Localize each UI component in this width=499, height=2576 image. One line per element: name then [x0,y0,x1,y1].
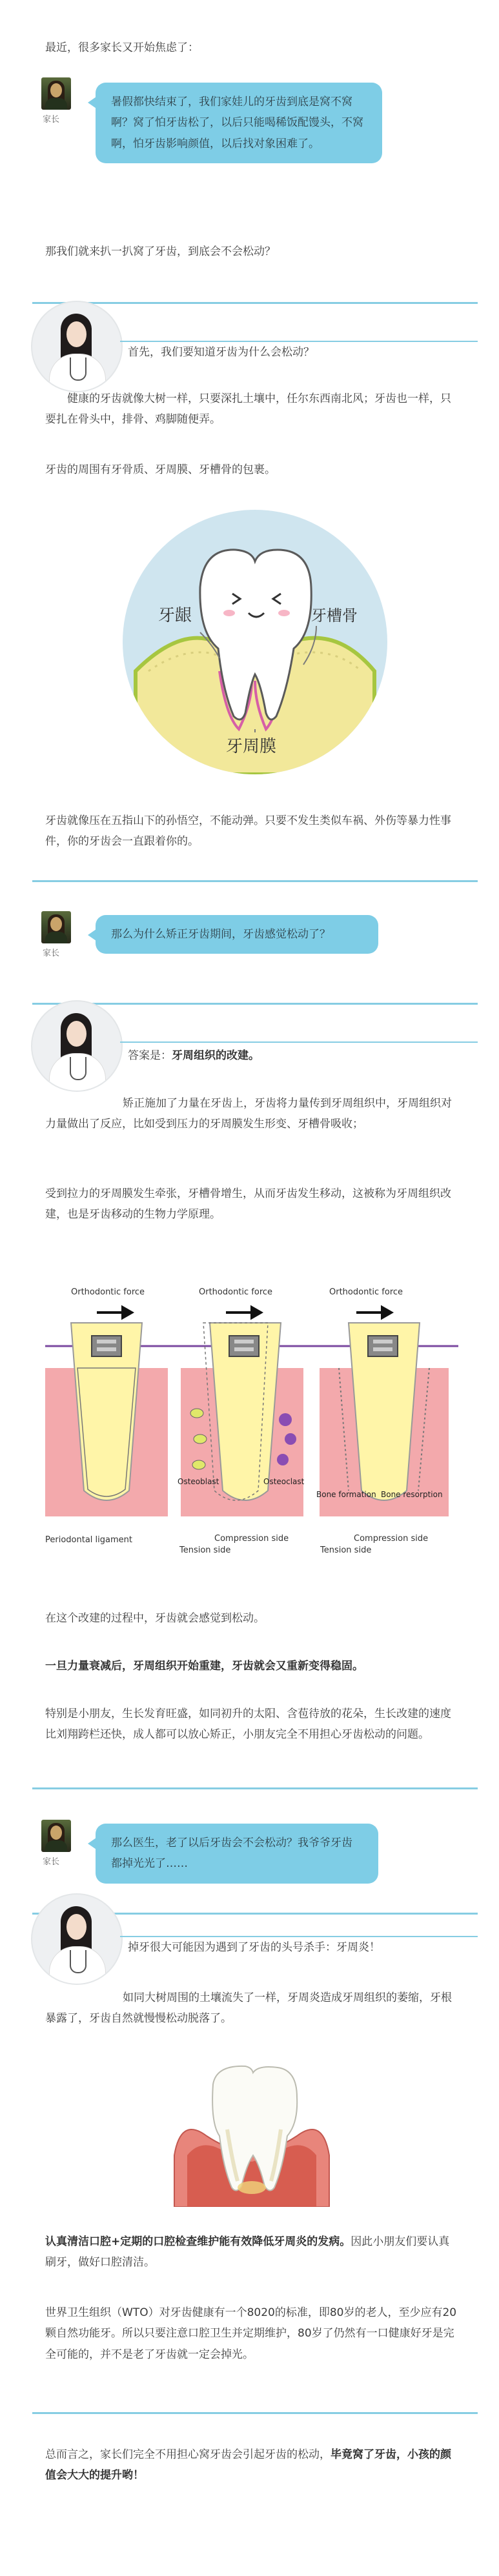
answer1-paragraph2: 牙齿的周围有牙骨质、牙周膜、牙槽骨的包裹。 [45,463,276,476]
conclusion-prefix: 总而言之，家长们完全不用担心窝牙齿会引起牙齿的松动， [45,2448,331,2461]
answer2-paragraph1-text: 矫正施加了力量在牙齿上，牙齿将力量传到牙周组织中，牙周组织对力量做出了反应，比如受到压力的牙周膜发生形变、牙槽骨吸收； [45,1097,452,1131]
answer3-paragraph2-rest: 因此小朋友们要认真刷牙，做好口腔清洁。 [45,2235,450,2269]
label-compression-side-1: Compression side [214,1534,289,1544]
label-periodontal-ligament: Periodontal ligament [45,1535,132,1545]
label-osteoclast: Osteoclast [263,1477,305,1486]
intro-line1: 最近，很多家长又开始焦虑了： [45,41,199,54]
answer3-paragraph1 [45,1987,458,2029]
answer2-paragraph3: 在这个改建的过程中，牙齿就会感觉到松动。 [45,1612,265,1625]
answer3-paragraph1-text: 如同大树周围的土壤流失了一样，牙周炎造成牙周组织的萎缩，牙根暴露了，牙齿自然就慢慢松动脱落了。 [45,1991,452,2026]
force-label-1: Orthodontic force [71,1287,145,1297]
section-divider [32,1003,478,1005]
parent-avatar [41,911,71,943]
label-compression-side-2: Compression side [354,1534,429,1544]
force-label-2: Orthodontic force [199,1287,273,1297]
question-bubble-1: 暑假都快结束了，我们家娃儿的牙齿到底是窝不窝啊？窝了怕牙齿松了，以后只能喝稀饭配馒头，不窝啊，怕牙齿影响颜值，以后找对象困难了。 [96,83,382,163]
parent-role-label: 家长 [43,115,60,125]
answer2-lead-bold: 牙周组织的改建。 [172,1049,260,1062]
section-divider [32,2412,478,2414]
label-tension-side-1: Tension side [179,1545,231,1555]
answer2-paragraph1 [45,1093,458,1135]
tooth-structure-illustration [123,510,387,774]
label-gum: 牙龈 [158,606,192,625]
answer2-paragraph2: 受到拉力的牙周膜发生牵张，牙槽骨增生，从而牙齿发生移动，这被称为牙周组织改建，也是牙齿移动的生物力学原理。 [45,1187,451,1222]
intro-line2: 那我们就来扒一扒窝了牙齿，到底会不会松动？ [45,245,276,258]
conclusion-paragraph [45,2444,458,2486]
answer1-paragraph1-text: 健康的牙齿就像大树一样，只要深扎土壤中，任尔东西南北风；牙齿也一样，只要扎在骨头中，排骨、鸡脚随便弄。 [45,392,451,427]
label-bone-formation: Bone formation [316,1490,376,1499]
label-alveolar-bone: 牙槽骨 [311,607,358,625]
section-divider [32,880,478,882]
answer1-lead: 首先，我们要知道牙齿为什么会松动？ [128,346,314,359]
answer2-lead [128,1045,463,1066]
answer3-paragraph3: 世界卫生组织（WTO）对牙齿健康有一个8020的标准，即80岁的老人，至少应有20颗自然功能牙。所以只要注意口腔卫生并定期维护，80岁了仍然有一口健康好牙是完全可能的，并不是老了牙齿就一定会掉光。 [45,2306,457,2361]
parent-role-label: 家长 [43,949,60,958]
force-label-3: Orthodontic force [329,1287,403,1297]
answer2-lead-prefix: 答案是： [128,1049,172,1062]
section-divider [32,1787,478,1789]
tooth-structure-figure [123,510,387,774]
label-bone-resorption: Bone resorption [381,1490,443,1499]
parent-role-label: 家长 [43,1857,60,1867]
question-bubble-2: 那么为什么矫正牙齿期间，牙齿感觉松动了？ [96,915,378,954]
answer3-lead: 掉牙很大可能因为遇到了牙齿的头号杀手：牙周炎！ [128,1941,380,1954]
label-osteoblast: Osteoblast [178,1477,219,1486]
label-tension-side-2: Tension side [320,1545,372,1555]
parent-avatar [41,77,71,110]
doctor-divider [120,1041,478,1043]
question-bubble-3: 那么医生，老了以后牙齿会不会松动？我爷爷牙齿都掉光光了…… [96,1824,378,1884]
answer2-paragraph4: 一旦力量衰减后，牙周组织开始重建，牙齿就会又重新变得稳固。 [45,1660,363,1673]
answer1-paragraph3: 牙齿就像压在五指山下的孙悟空，不能动弹。只要不发生类似车祸、外伤等暴力性事件，你的牙齿会一直跟着你的。 [45,814,451,849]
doctor-avatar [31,1893,123,1985]
periodontitis-figure [168,2058,336,2207]
section-divider [32,302,478,304]
parent-avatar [41,1820,71,1852]
orthodontic-diagram [45,1284,458,1575]
orthodontic-diagram-svg [45,1284,458,1575]
answer1-paragraph1 [45,388,458,430]
label-periodontal-membrane: 牙周膜 [226,737,277,756]
answer2-paragraph5: 特别是小朋友，生长发育旺盛，如同初升的太阳、含苞待放的花朵，生长改建的速度比刘翔跨栏还快，成人都可以放心矫正，小朋友完全不用担心牙齿松动的问题。 [45,1707,451,1742]
conclusion-bold: 毕竟窝了牙齿，小孩的颜值会大大的提升哟！ [45,2448,451,2482]
doctor-avatar [31,1000,123,1092]
answer3-paragraph2-bold: 认真清洁口腔+定期的口腔检查维护能有效降低牙周炎的发病。 [45,2235,351,2248]
doctor-avatar [31,301,123,392]
periodontitis-illustration [168,2058,336,2207]
answer3-paragraph2 [45,2231,458,2273]
